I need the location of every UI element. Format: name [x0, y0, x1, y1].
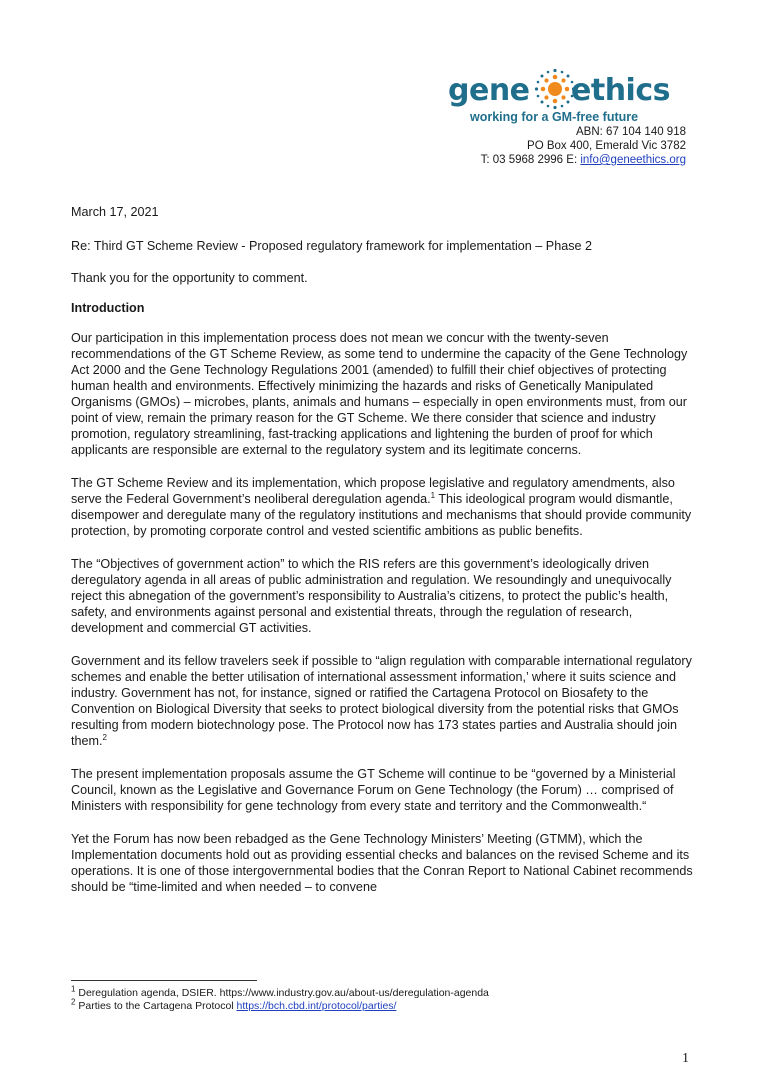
phone-text: T: 03 5968 2996 E:: [480, 154, 581, 166]
letter-date: March 17, 2021: [71, 205, 159, 219]
footnote-1-text: Deregulation agenda, DSIER. https://www.industry.gov.au/about-us/deregulation-agenda: [75, 987, 489, 999]
logo-word-gene: gene: [448, 73, 530, 108]
footnote-1-number: 1: [71, 984, 76, 994]
footnote-divider: [71, 980, 257, 981]
paragraph-2: [71, 475, 693, 539]
footnote-2: [71, 997, 489, 1013]
logo-word-ethics: ethics: [571, 73, 670, 108]
paragraph-2-text-b: This ideological program would dismantle, disempower and deregulate many of the regulatory institutions and mechanisms that should provide community protection, by promoting corporate control and vested scientific ambitions as public benefits.: [71, 492, 692, 538]
phone-email-line: [481, 153, 686, 167]
footnote-2-text: Parties to the Cartagena Protocol: [75, 1000, 237, 1012]
footnote-ref-1: 1: [430, 490, 436, 500]
sun-burst-icon: [534, 68, 576, 110]
paragraph-3: The “Objectives of government action” to which the RIS refers are this government’s ideologically driven deregulatory agenda in all areas of public administration and regulation. We resoundingly and unequivocally reject this abnegation of the government’s responsibility to Australia’s citizens, to protect the public’s health, safety, and environments against personal and existential threats, through the regulation of research, development and commercial GT activities.: [71, 557, 672, 635]
paragraph-4: [71, 653, 693, 749]
subject-line: Re: Third GT Scheme Review - Proposed regulatory framework for implementation – Phase 2: [71, 239, 593, 253]
paragraph-2-text-a: The GT Scheme Review and its implementation, which propose legislative and regulatory amendments, also serve the Federal Government’s neoliberal deregulation agenda.: [71, 476, 675, 506]
footnote-2-link[interactable]: https://bch.cbd.int/protocol/parties/: [236, 1000, 397, 1012]
footnotes: [71, 984, 489, 1013]
abn-line: ABN: 67 104 140 918: [576, 126, 686, 138]
paragraph-5: The present implementation proposals assume the GT Scheme will continue to be “governed by a Ministerial Council, known as the Legislative and Governance Forum on Gene Technology (the Forum) … comprised of Ministers with responsibility for gene technology from every state and territory and the Commonwealth.“: [71, 767, 676, 813]
footnote-1: [71, 984, 489, 1000]
footnote-2-number: 2: [71, 997, 76, 1007]
letter-body: [71, 204, 693, 912]
contact-details: [481, 125, 686, 167]
paragraph-6: Yet the Forum has now been rebadged as the Gene Technology Ministers’ Meeting (GTMM), which the Implementation documents hold out as providing essential checks and balances on the revised Scheme and its operations. It is one of those intergovernmental bodies that the Conran Report to National Cabinet recommends should be “time-limited and when needed – to convene: [71, 832, 693, 894]
email-link[interactable]: info@geneethics.org: [580, 154, 686, 166]
address-line: PO Box 400, Emerald Vic 3782: [527, 140, 686, 152]
page-number: 1: [682, 1051, 689, 1066]
letterhead: [440, 68, 700, 166]
section-heading: Introduction: [71, 301, 145, 315]
geneethics-logo: [440, 68, 700, 124]
footnote-ref-2: 2: [102, 732, 107, 742]
paragraph-1: Our participation in this implementation process does not mean we concur with the twenty-seven recommendations of the GT Scheme Review, as some tend to undermine the capacity of the Gene Technology Act 2000 and the Gene Technology Regulations 2001 (amended) to fulfill their chief objectives of protecting human health and environments. Effectively minimizing the hazards and risks of Genetically Manipulated Organisms (GMOs) – microbes, plants, animals and humans – especially in open environments must, from our point of view, remain the primary reason for the GT Scheme. We there consider that science and industry promotion, regulatory streamlining, fast-tracking applications and lightening the burden of proof for which applicants are responsible are external to the regulatory system and its legitimate concerns.: [71, 331, 688, 457]
paragraph-4-text: Government and its fellow travelers seek if possible to “align regulation with comparable international regulatory schemes and enable the better utilisation of international assessment information,’ where it suits science and industry. Government has not, for instance, signed or ratified the Cartagena Protocol on Biosafety to the Convention on Biological Diversity that seeks to protect biological diversity from the potential risks that GMOs resulting from modern biotechnology pose. The Protocol now has 173 states parties and Australia should join them.: [71, 654, 692, 748]
logo-tagline: working for a GM-free future: [470, 110, 639, 124]
opening-line: Thank you for the opportunity to comment.: [71, 271, 308, 285]
